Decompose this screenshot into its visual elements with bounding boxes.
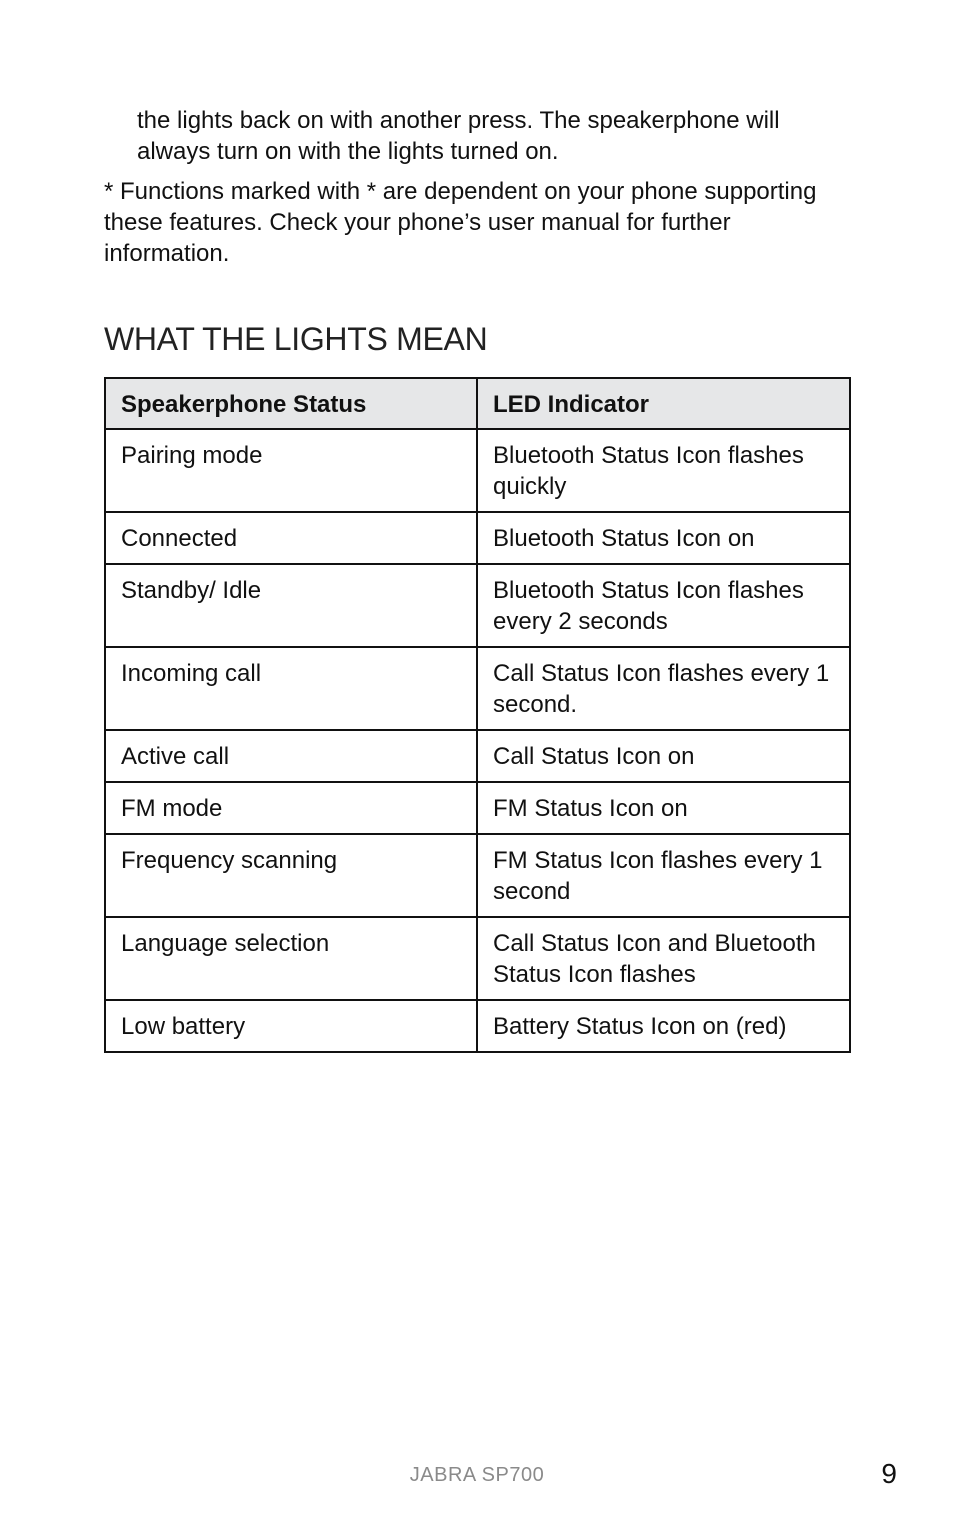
table-row [105,917,850,1000]
led-indicator-table [104,377,851,1053]
led-cell: Bluetooth Status Icon flashes every 2 seconds [477,564,850,647]
status-cell: Standby/ Idle [105,564,477,647]
led-cell: Bluetooth Status Icon on [477,512,850,564]
table-row [105,429,850,512]
led-cell: FM Status Icon on [477,782,850,834]
led-cell: Call Status Icon flashes every 1 second. [477,647,850,730]
status-cell: Connected [105,512,477,564]
table-row [105,730,850,782]
status-cell: Frequency scanning [105,834,477,917]
table-row [105,834,850,917]
status-cell: FM mode [105,782,477,834]
table-row [105,564,850,647]
intro-paragraph: the lights back on with another press. The speakerphone will always turn on with the lights turned on. [137,107,780,165]
status-cell: Low battery [105,1000,477,1052]
table-header-row [105,378,850,429]
status-cell: Active call [105,730,477,782]
header-led-indicator: LED Indicator [477,378,850,429]
footnote-paragraph: * Functions marked with * are dependent on your phone supporting these features. Check your phone’s user manual for further information. [104,178,817,267]
footer-brand: JABRA SP700 [409,1464,545,1486]
section-heading: WHAT THE LIGHTS MEAN [104,321,488,357]
led-cell: Bluetooth Status Icon flashes quickly [477,429,850,512]
led-cell: Call Status Icon on [477,730,850,782]
table-row [105,1000,850,1052]
page-number: 9 [881,1458,897,1489]
table-row [105,512,850,564]
led-cell: Battery Status Icon on (red) [477,1000,850,1052]
table-row [105,782,850,834]
led-cell: FM Status Icon flashes every 1 second [477,834,850,917]
status-cell: Language selection [105,917,477,1000]
header-speakerphone-status: Speakerphone Status [105,378,477,429]
led-cell: Call Status Icon and Bluetooth Status Icon flashes [477,917,850,1000]
table-row [105,647,850,730]
status-cell: Incoming call [105,647,477,730]
status-cell: Pairing mode [105,429,477,512]
